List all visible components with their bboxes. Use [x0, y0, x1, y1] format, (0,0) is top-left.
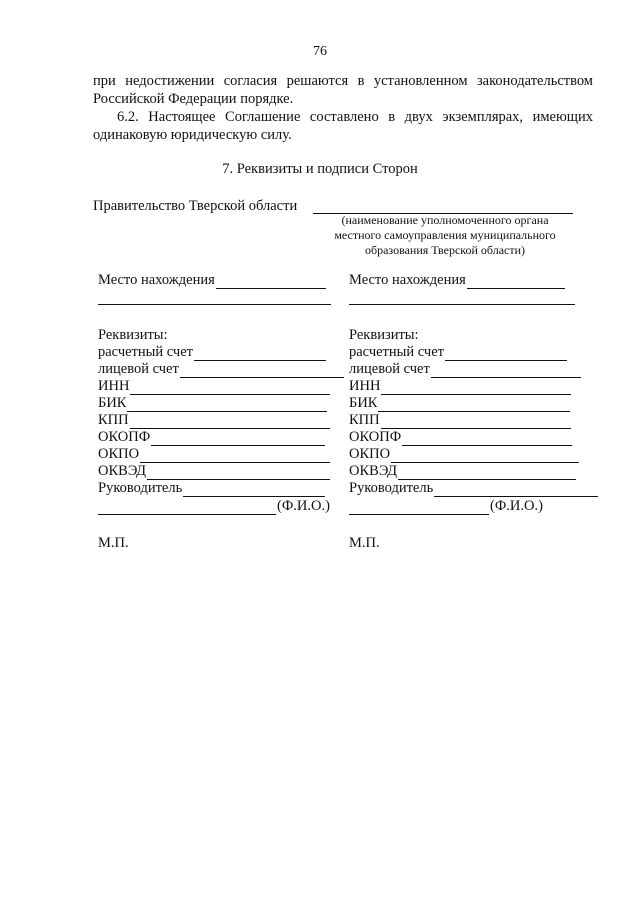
left-personal-account-label: лицевой счет [98, 361, 179, 377]
right-account-row [349, 344, 567, 361]
left-location-label: Место нахождения [98, 272, 215, 288]
left-account-label: расчетный счет [98, 344, 193, 360]
right-fio-label: (Ф.И.О.) [490, 498, 543, 514]
right-okpo-field[interactable] [391, 448, 579, 463]
left-head-field[interactable] [183, 482, 325, 497]
left-inn-row [98, 378, 330, 395]
org-caption-line-3: образования Тверской области) [364, 243, 526, 257]
left-head-row [98, 480, 325, 497]
right-bik-field[interactable] [378, 397, 570, 412]
right-okpo-label: ОКПО [349, 446, 391, 462]
right-bik-label: БИК [349, 395, 378, 411]
right-inn-field[interactable] [381, 380, 571, 395]
right-head-row [349, 480, 598, 497]
left-kpp-row [98, 412, 330, 429]
left-fio-label: (Ф.И.О.) [277, 498, 330, 514]
right-kpp-field[interactable] [381, 414, 571, 429]
org-caption-line-2: местного самоуправления муниципального [334, 228, 556, 242]
right-account-label: расчетный счет [349, 344, 444, 360]
right-details-label: Реквизиты: [349, 327, 419, 343]
right-bik-row [349, 395, 570, 412]
paragraph-copies: 6.2. Настоящее Соглашение составлено в двух экземплярах, имеющих одинаковую юридическую силу. [93, 109, 593, 143]
right-personal-account-field[interactable] [431, 363, 581, 378]
right-okopf-label: ОКОПФ [349, 429, 402, 445]
left-okpo-label: ОКПО [98, 446, 140, 462]
left-fio-row [98, 498, 330, 515]
section-title: 7. Реквизиты и подписи Сторон [222, 161, 418, 177]
left-okpo-row [98, 446, 330, 463]
right-kpp-row [349, 412, 571, 429]
left-head-label: Руководитель [98, 480, 183, 496]
left-okved-row [98, 463, 330, 480]
left-personal-account-row [98, 361, 344, 378]
left-location-field[interactable] [216, 274, 326, 289]
left-personal-account-field[interactable] [180, 363, 344, 378]
right-okopf-field[interactable] [402, 431, 572, 446]
left-account-row [98, 344, 326, 361]
right-fio-row [349, 498, 543, 515]
right-okved-field[interactable] [398, 465, 576, 480]
right-account-field[interactable] [445, 346, 567, 361]
paragraph-disputes: при недостижении согласия решаются в установленном законодательством Российской Федерации порядке. [93, 73, 593, 107]
right-personal-account-row [349, 361, 581, 378]
org-caption-line-1: (наименование уполномоченного органа [341, 213, 549, 227]
right-location-field[interactable] [467, 274, 565, 289]
left-details-label: Реквизиты: [98, 327, 168, 343]
left-inn-label: ИНН [98, 378, 130, 394]
left-okopf-label: ОКОПФ [98, 429, 151, 445]
left-bik-label: БИК [98, 395, 127, 411]
org-caption [300, 213, 590, 258]
right-head-label: Руководитель [349, 480, 434, 496]
right-inn-label: ИНН [349, 378, 381, 394]
right-okopf-row [349, 429, 572, 446]
left-fio-field[interactable] [98, 500, 276, 515]
left-bik-field[interactable] [127, 397, 327, 412]
left-okved-label: ОКВЭД [98, 463, 147, 479]
left-okved-field[interactable] [147, 465, 330, 480]
left-kpp-label: КПП [98, 412, 129, 428]
right-details-row [349, 327, 419, 344]
left-location-extra-line[interactable] [98, 304, 331, 305]
left-okopf-row [98, 429, 325, 446]
left-details-row [98, 327, 168, 344]
left-location-row [98, 272, 326, 289]
left-okopf-field[interactable] [151, 431, 325, 446]
left-account-field[interactable] [194, 346, 326, 361]
right-okpo-row [349, 446, 579, 463]
right-fio-field[interactable] [349, 500, 489, 515]
right-okved-label: ОКВЭД [349, 463, 398, 479]
right-okved-row [349, 463, 576, 480]
right-inn-row [349, 378, 571, 395]
right-stamp-label: М.П. [349, 535, 380, 551]
left-stamp-label: М.П. [98, 535, 129, 551]
government-label: Правительство Тверской области [93, 198, 298, 214]
right-kpp-label: КПП [349, 412, 380, 428]
page-number: 76 [313, 44, 327, 59]
right-location-label: Место нахождения [349, 272, 466, 288]
right-location-extra-line[interactable] [349, 304, 575, 305]
left-bik-row [98, 395, 327, 412]
left-okpo-field[interactable] [140, 448, 330, 463]
left-inn-field[interactable] [130, 380, 330, 395]
right-personal-account-label: лицевой счет [349, 361, 430, 377]
right-head-field[interactable] [434, 482, 598, 497]
left-kpp-field[interactable] [130, 414, 330, 429]
right-location-row [349, 272, 565, 289]
